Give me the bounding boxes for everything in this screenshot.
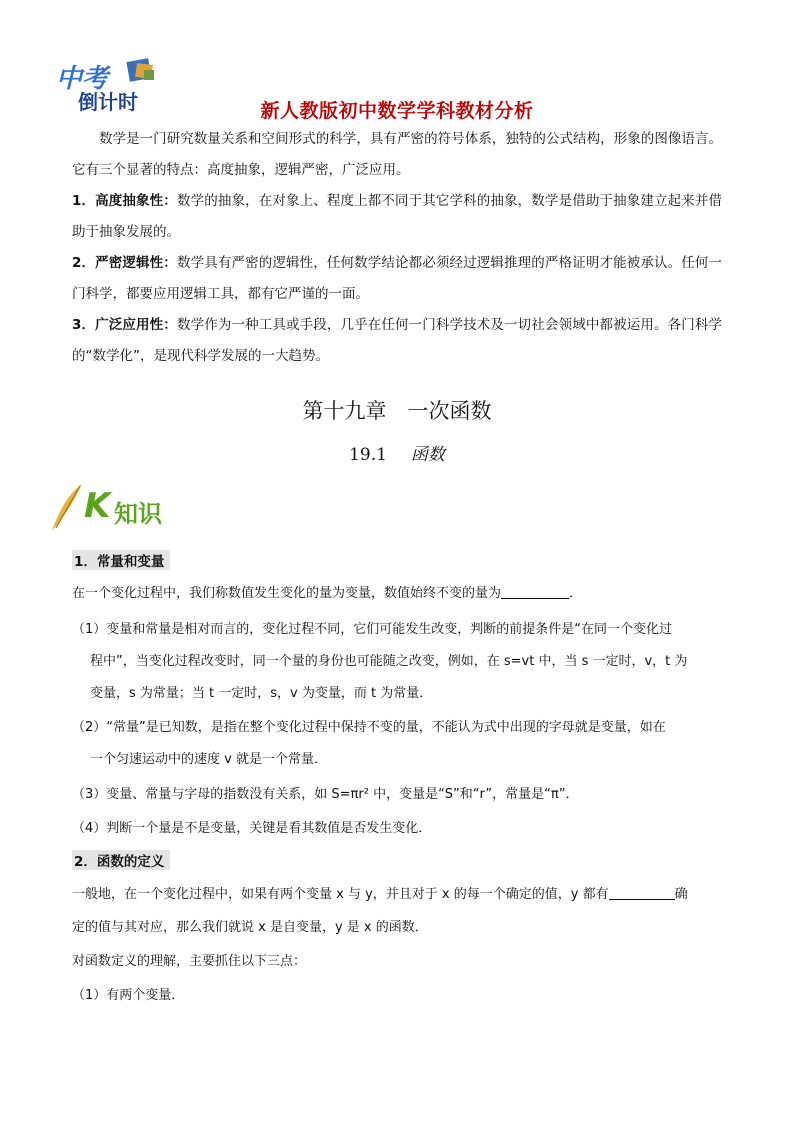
logo-bottom-text: 倒计时 [78,90,138,114]
section-title [0,440,794,465]
s1-intro-text: 在一个变化过程中，我们称数值发生变化的量为变量，数值始终不变的量为 [72,586,502,601]
point-1-line: （1）有两个变量． [72,988,185,1003]
fill-blank-2[interactable] [609,885,675,900]
def-line-a [72,879,722,910]
section-name: 函数 [410,445,445,465]
fill-blank-1[interactable] [501,584,569,599]
def-line-b: 定的值与其对应，那么我们就说 x 是自变量，y 是 x 的函数． [72,920,428,935]
chapter-title: 第十九章 一次函数 [302,399,492,423]
p4-line: （4）判断一个量是不是变量，关键是看其数值是否发生变化． [72,821,432,836]
feature-3-label: 3．广泛应用性： [72,317,177,333]
p1-line-c: 变量，s 为常量；当 t 一定时，s，v 为变量，而 t 为常量． [90,686,433,701]
intro-paragraph: 数学是一门研究数量关系和空间形式的科学，具有严密的符号体系，独特的公式结构，形象的图像语言。它有三个显著的特点：高度抽象，逻辑严密，广泛应用。 [72,131,722,178]
feature-2-label: 2．严密逻辑性： [72,255,177,271]
understand-line: 对函数定义的理解，主要抓住以下三点： [72,954,307,969]
feature-1-text: 数学的抽象，在对象上、程度上都不同于其它学科的抽象，数学是借助于抽象建立起来并借助于抽象发展的。 [72,193,722,240]
feature-3-text: 数学作为一种工具或手段，几乎在任何一门科学技术及一切社会领域中都被运用。各门科学的“数学化”，是现代科学发展的一大趋势。 [72,317,722,364]
s1-intro-end: ． [569,586,583,601]
p2-line-b: 一个匀速运动中的速度 v 就是一个常量． [90,752,327,767]
feature-1 [72,186,722,248]
feature-2 [72,248,722,310]
p1-line-a: （1）变量和常量是相对而言的，变化过程不同，它们可能发生改变，判断的前提条件是“在同一个变化过 [72,622,673,637]
subheading-function-definition: 2．函数的定义 [72,850,170,870]
def-line-a-end: 确 [674,887,688,902]
feature-3 [72,310,722,372]
knowledge-logo [46,480,186,532]
document-title: 新人教版初中数学学科教材分析 [260,100,534,122]
logo-top-text: 中考 [56,64,109,94]
feature-1-label: 1．高度抽象性： [72,193,177,209]
p3-line: （3）变量、常量与字母的指数没有关系，如 S=πr² 中，变量是“S”和“r”，常量是“π”． [72,787,579,802]
s1-intro-line [72,578,722,609]
feature-2-text: 数学具有严密的逻辑性，任何数学结论都必须经过逻辑推理的严格证明才能被承认。任何一门科学，都要应用逻辑工具，都有它严谨的一面。 [72,255,722,302]
knowledge-logo-letter: K [84,486,111,526]
section-number: 19.1 [349,445,387,465]
p1-line-b: 程中”，当变化过程改变时，同一个量的身份也可能随之改变，例如，在 s=vt 中，当 s 一定时，v，t 为 [90,654,688,669]
subheading-constants-variables: 1．常量和变量 [72,550,170,570]
knowledge-logo-text: 知识 [114,500,162,528]
p2-line-a: （2）“常量”是已知数，是指在整个变化过程中保持不变的量，不能认为式中出现的字母就是变量，如在 [72,720,666,735]
def-line-a-text: 一般地，在一个变化过程中，如果有两个变量 x 与 y，并且对于 x 的每一个确定的值，y 都有 [72,887,609,902]
